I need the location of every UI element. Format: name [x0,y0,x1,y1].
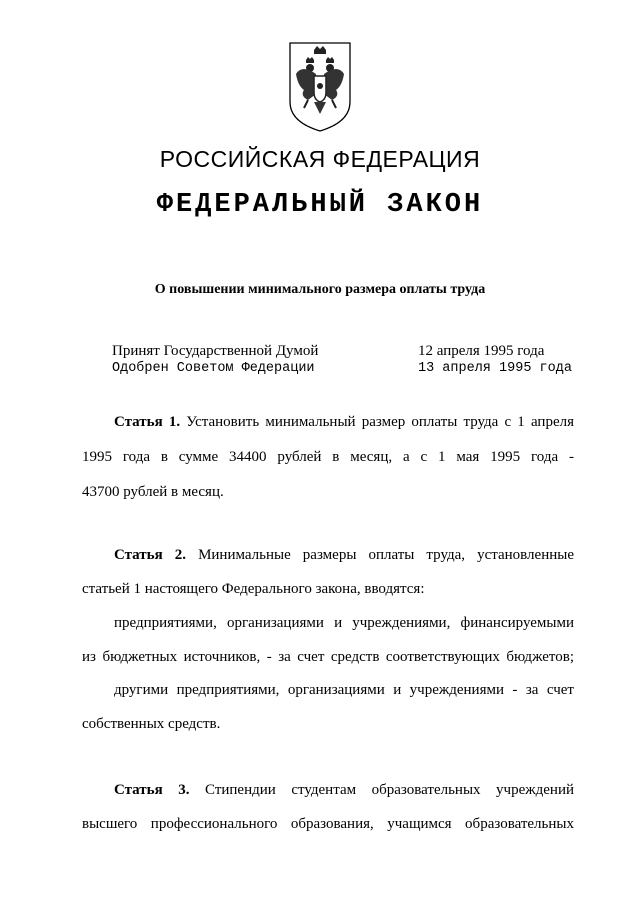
article-2-label: Статья 2. [114,547,187,563]
law-title: О повышении минимального размера оплаты труда [154,282,486,297]
adoption-duma-date: 12 апреля 1995 года [418,343,545,359]
article-1-label: Статья 1. [114,414,181,430]
law-type-heading: ФЕДЕРАЛЬНЫЙ ЗАКОН [156,190,484,220]
adoption-duma-body: Принят Государственной Думой [112,343,319,359]
article-2-line-5: другими предприятиями, организациями и учреждениями - за счет [114,682,574,698]
article-2-line-1: Статья 2. Минимальные размеры оплаты труда, установленные [114,547,574,563]
article-1-line-1: Статья 1. Установить минимальный размер оплаты труда с 1 апреля [114,414,574,430]
article-2-line-2: статьей 1 настоящего Федерального закона, вводятся: [82,581,425,597]
article-3-line-1: Статья 3. Стипендии студентам образовательных учреждений [114,782,574,798]
coat-of-arms-emblem [286,40,354,134]
article-2-line-3: предприятиями, организациями и учреждениями, финансируемыми [114,615,574,631]
article-1-line-3: 43700 рублей в месяц. [82,484,224,500]
country-heading: РОССИЙСКАЯ ФЕДЕРАЦИЯ [159,146,481,172]
adoption-council-date: 13 апреля 1995 года [418,361,572,376]
article-1-line-2: 1995 года в сумме 34400 рублей в месяц, а с 1 мая 1995 года - [82,449,574,465]
adoption-council-body: Одобрен Советом Федерации [112,361,315,376]
article-2-line-6: собственных средств. [82,716,221,732]
article-3-label: Статья 3. [114,782,190,798]
article-2-line-4: из бюджетных источников, - за счет средств соответствующих бюджетов; [82,649,574,665]
article-3-line-2: высшего профессионального образования, учащимся образовательных [82,816,574,832]
